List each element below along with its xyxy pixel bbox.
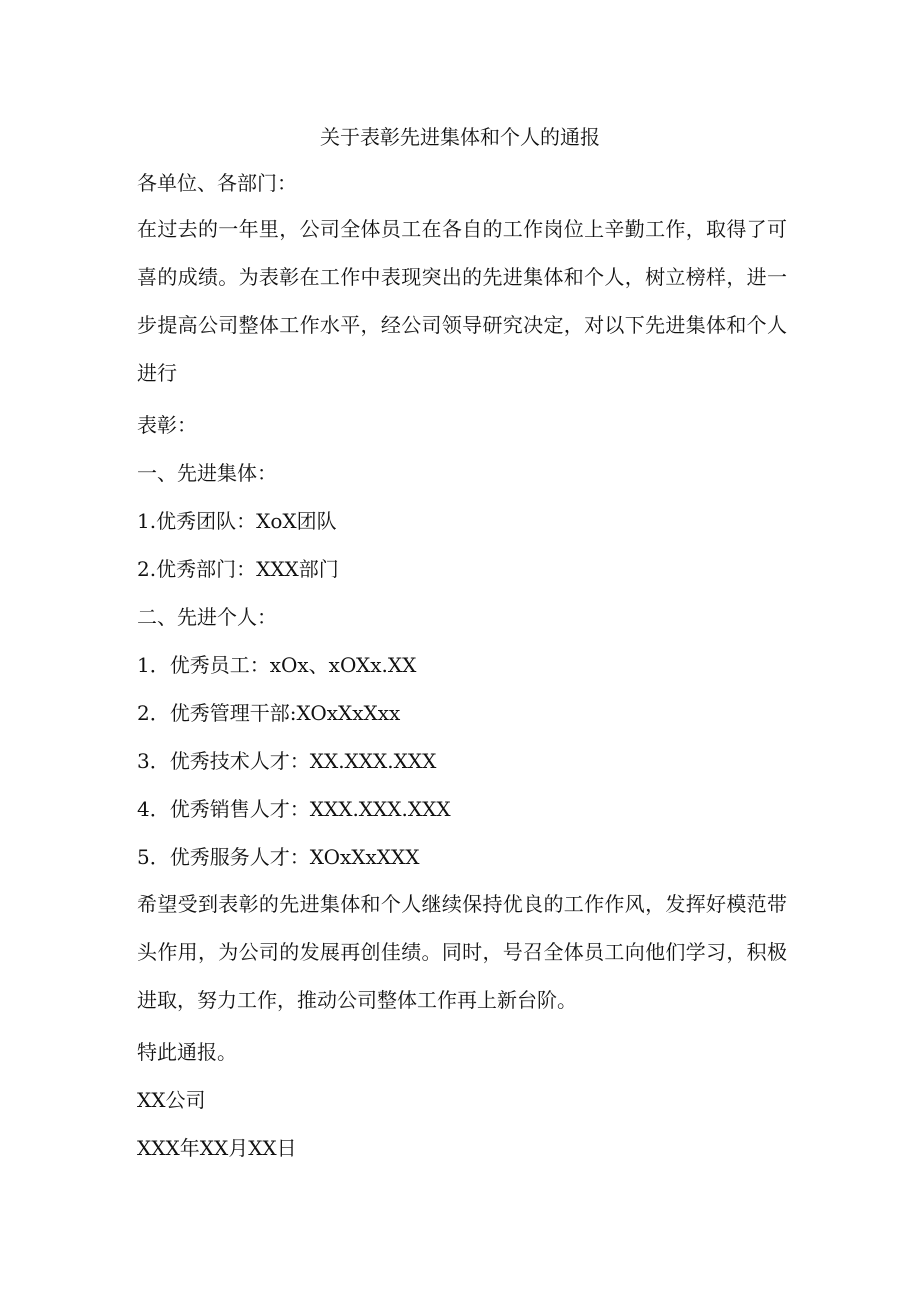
section-heading-individual: 二、先进个人：: [137, 605, 277, 629]
closing-paragraph: 希望受到表彰的先进集体和个人继续保持优良的工作作风，发挥好模范带头作用，为公司的发展再创佳绩。同时，号召全体员工向他们学习，积极进取，努力工作，推动公司整体工作再上新台阶。: [137, 892, 787, 1012]
list-item: 1．优秀员工：xOx、xOXx.XX: [137, 653, 417, 677]
salutation: 各单位、各部门：: [137, 171, 297, 195]
section-heading-collective: 一、先进集体：: [137, 461, 277, 485]
list-item: 2.优秀部门：XXX部门: [137, 557, 339, 581]
list-item: 5．优秀服务人才：XOxXxXXX: [137, 845, 420, 869]
intro-paragraph: 在过去的一年里，公司全体员工在各自的工作岗位上辛勤工作，取得了可喜的成绩。为表彰在工作中表现突出的先进集体和个人，树立榜样，进一步提高公司整体工作水平，经公司领导研究决定，对以下先进集体和个人进行: [137, 217, 787, 385]
document-title: 关于表彰先进集体和个人的通报: [320, 125, 600, 149]
document-date: XXX年XX月XX日: [137, 1136, 297, 1160]
list-item: 1.优秀团队：XoX团队: [137, 509, 337, 533]
list-item: 2．优秀管理干部:XOxXxXxx: [137, 701, 401, 725]
list-item: 4．优秀销售人才：XXX.XXX.XXX: [137, 797, 451, 821]
list-item: 3．优秀技术人才：XX.XXX.XXX: [137, 749, 437, 773]
intro-continuation: 表彰：: [137, 413, 197, 437]
company-signature: XX公司: [137, 1088, 206, 1112]
notice-end: 特此通报。: [137, 1040, 237, 1064]
